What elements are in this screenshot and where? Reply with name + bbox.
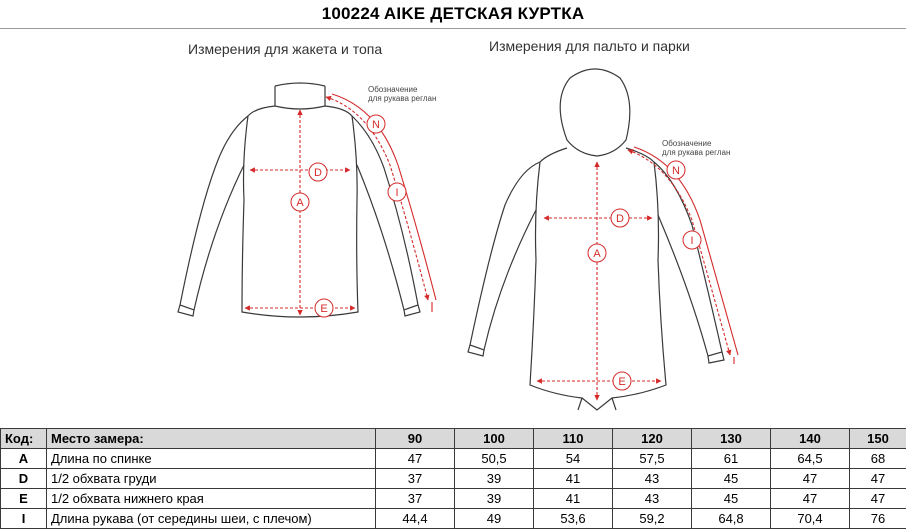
jacket-label-d: D <box>314 167 322 179</box>
row-value: 47 <box>850 489 906 509</box>
row-code: I <box>1 509 47 529</box>
coat-raglan-note-line2: для рукава реглан <box>662 148 731 157</box>
row-value: 59,2 <box>613 509 692 529</box>
measurement-diagrams <box>0 28 906 428</box>
coat-label-d: D <box>616 213 624 225</box>
row-value: 43 <box>613 489 692 509</box>
coat-diagram-caption: Измерения для пальто и парки <box>489 38 690 54</box>
coat-label-a: A <box>593 248 601 260</box>
header-place: Место замера: <box>47 429 376 449</box>
row-value: 70,4 <box>771 509 850 529</box>
row-value: 53,6 <box>534 509 613 529</box>
header-size: 120 <box>613 429 692 449</box>
row-value: 47 <box>771 469 850 489</box>
header-size: 100 <box>455 429 534 449</box>
jacket-label-i: I <box>395 187 399 199</box>
coat-label-e: E <box>618 376 626 388</box>
row-value: 41 <box>534 489 613 509</box>
jacket-measure-lines <box>245 94 436 315</box>
coat-label-n: N <box>672 165 680 177</box>
header-code: Код: <box>1 429 47 449</box>
row-value: 41 <box>534 469 613 489</box>
row-value: 39 <box>455 469 534 489</box>
row-value: 43 <box>613 469 692 489</box>
table-row <box>1 449 906 469</box>
row-value: 47 <box>771 489 850 509</box>
jacket-measure-badges <box>291 115 406 317</box>
header-size: 110 <box>534 429 613 449</box>
row-value: 68 <box>850 449 906 469</box>
header-size: 140 <box>771 429 850 449</box>
row-code: A <box>1 449 47 469</box>
row-place: Длина рукава (от середины шеи, с плечом) <box>47 509 376 529</box>
row-code: D <box>1 469 47 489</box>
row-place: 1/2 обхвата нижнего края <box>47 489 376 509</box>
row-value: 64,8 <box>692 509 771 529</box>
row-value: 54 <box>534 449 613 469</box>
table-row <box>1 489 906 509</box>
header-size: 150 <box>850 429 906 449</box>
jacket-diagram-caption: Измерения для жакета и топа <box>188 41 383 57</box>
row-value: 45 <box>692 489 771 509</box>
header-size: 90 <box>376 429 455 449</box>
row-value: 61 <box>692 449 771 469</box>
row-value: 39 <box>455 489 534 509</box>
row-value: 50,5 <box>455 449 534 469</box>
header-size: 130 <box>692 429 771 449</box>
jacket-raglan-note-line2: для рукава реглан <box>368 94 437 103</box>
coat-measure-badges <box>588 161 701 390</box>
row-value: 57,5 <box>613 449 692 469</box>
size-table-header <box>1 429 906 449</box>
jacket-label-e: E <box>320 303 328 315</box>
jacket-raglan-note-line1: Обозначение <box>368 85 418 94</box>
table-row <box>1 469 906 489</box>
row-value: 49 <box>455 509 534 529</box>
page-title: 100224 AIKE ДЕТСКАЯ КУРТКА <box>0 0 906 29</box>
jacket-label-n: N <box>372 119 380 131</box>
row-value: 45 <box>692 469 771 489</box>
row-value: 47 <box>850 469 906 489</box>
row-code: E <box>1 489 47 509</box>
jacket-label-a: A <box>296 197 304 209</box>
row-place: Длина по спинке <box>47 449 376 469</box>
size-table <box>0 428 906 529</box>
row-value: 76 <box>850 509 906 529</box>
coat-label-i: I <box>690 235 694 247</box>
row-value: 47 <box>376 449 455 469</box>
coat-raglan-note-line1: Обозначение <box>662 139 712 148</box>
table-row <box>1 509 906 529</box>
row-value: 44,4 <box>376 509 455 529</box>
row-value: 37 <box>376 489 455 509</box>
row-value: 64,5 <box>771 449 850 469</box>
row-value: 37 <box>376 469 455 489</box>
row-place: 1/2 обхвата груди <box>47 469 376 489</box>
coat-measure-lines <box>537 147 738 400</box>
